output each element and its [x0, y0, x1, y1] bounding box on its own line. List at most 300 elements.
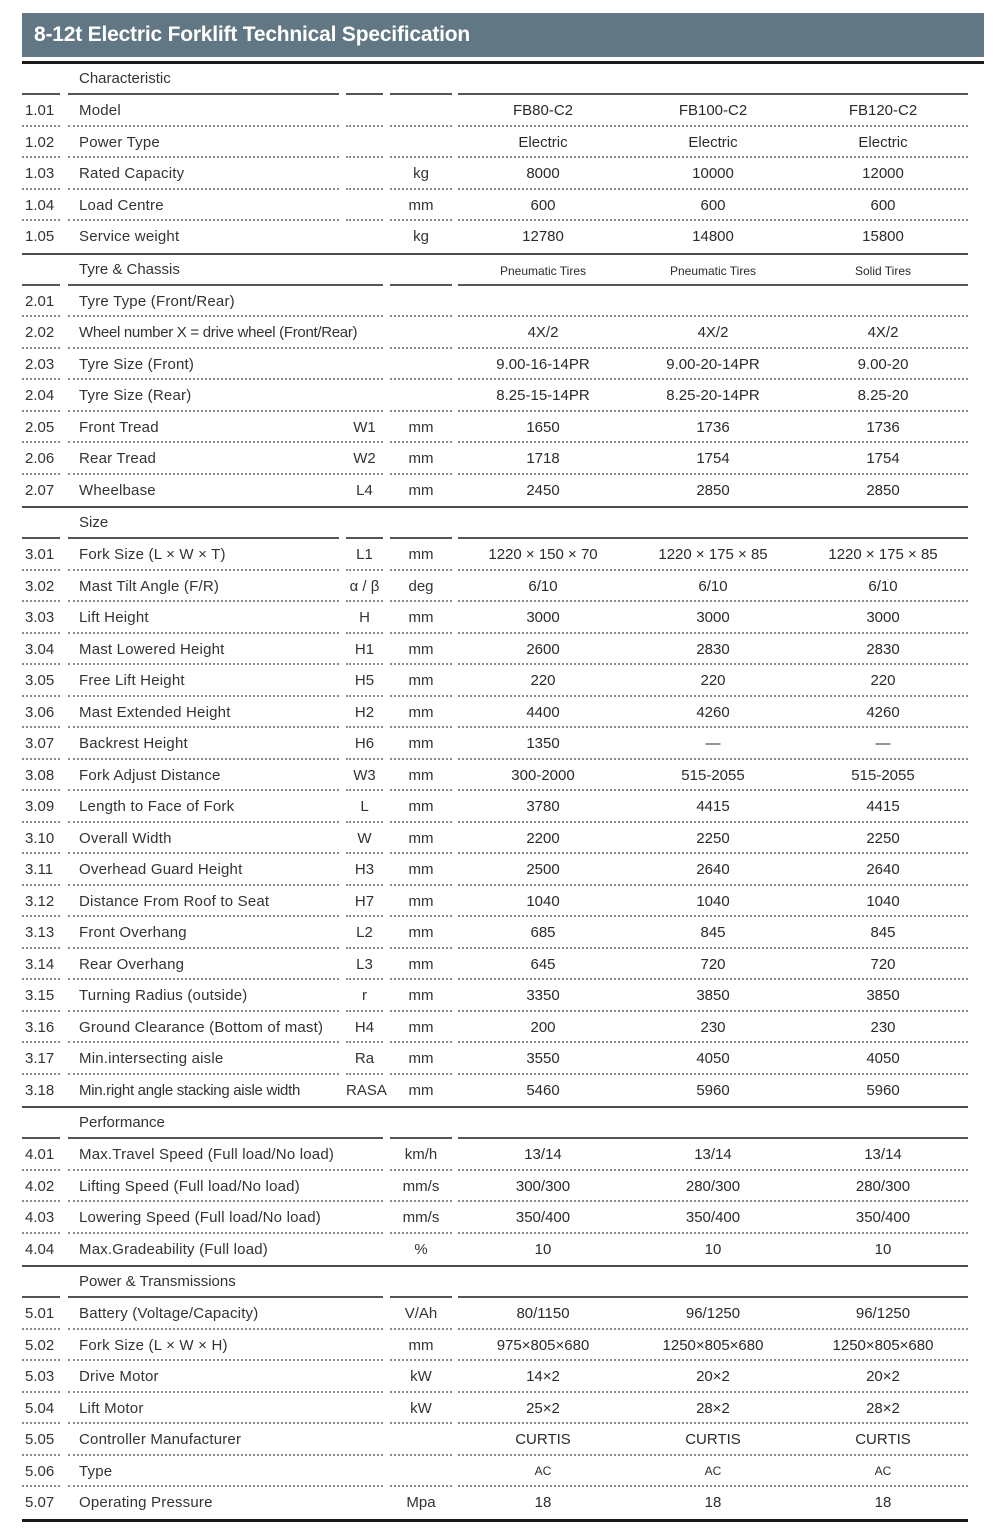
spec-unit: mm	[408, 546, 434, 563]
section-label: Tyre & Chassis	[79, 260, 180, 278]
spec-row	[22, 317, 968, 349]
spec-number: 3.14	[25, 955, 55, 973]
spec-number: 4.01	[25, 1146, 55, 1163]
spec-unit: kg	[413, 228, 429, 245]
spec-symbol	[346, 1487, 383, 1519]
value-fb120-c2: 720	[870, 955, 896, 973]
spec-name: Battery (Voltage/Capacity)	[79, 1305, 259, 1322]
spec-symbol	[346, 127, 383, 159]
spec-unit: mm/s	[402, 1209, 440, 1226]
value-fb80-c2: 600	[530, 196, 556, 214]
value-fb80-c2: 13/14	[524, 1146, 562, 1163]
spec-row	[22, 1202, 968, 1234]
value-fb80-c2: 200	[530, 1018, 556, 1036]
spec-unit: mm	[408, 798, 434, 815]
spec-name: Tyre Size (Front)	[79, 355, 195, 373]
spec-unit: mm	[408, 861, 434, 878]
spec-number: 3.12	[25, 892, 55, 910]
value-fb100-c2: 1250×805×680	[662, 1336, 764, 1354]
value-fb100-c2: AC	[704, 1463, 722, 1478]
section-header	[22, 255, 968, 286]
spec-name: Operating Pressure	[79, 1494, 213, 1511]
spec-symbol: r	[362, 987, 367, 1004]
spec-number: 3.15	[25, 987, 55, 1004]
value-fb100-c2: 2850	[696, 481, 730, 499]
spec-number: 3.01	[25, 546, 55, 563]
spec-row	[22, 539, 968, 571]
value-fb120-c2: 5960	[866, 1081, 900, 1099]
value-fb100-c2: 96/1250	[685, 1305, 741, 1322]
value-fb80-c2: 975×805×680	[496, 1336, 590, 1354]
value-fb120-c2: 1754	[866, 450, 900, 467]
spec-number: 5.01	[25, 1305, 55, 1322]
value-fb100-c2: 4260	[696, 703, 730, 721]
spec-unit	[390, 127, 452, 159]
value-fb80-c2: 4400	[526, 703, 560, 721]
spec-unit	[390, 1456, 452, 1488]
value-fb100-c2	[628, 286, 798, 318]
value-fb100-c2: 8.25-20-14PR	[666, 387, 760, 404]
value-fb120-c2: 2830	[866, 640, 900, 658]
spec-unit: deg	[408, 577, 434, 595]
value-fb120-c2: 18	[874, 1494, 892, 1511]
value-fb100-c2: —	[705, 735, 721, 752]
spec-row	[22, 1330, 968, 1362]
value-fb80-c2: 6/10	[528, 577, 558, 595]
value-fb80-c2: 300-2000	[511, 766, 575, 784]
spec-name: Length to Face of Fork	[79, 798, 235, 815]
spec-name: Rear Tread	[79, 450, 157, 467]
spec-number: 5.02	[25, 1336, 55, 1354]
value-fb120-c2: 600	[870, 196, 896, 214]
spec-unit: kg	[413, 165, 429, 182]
value-fb80-c2: Electric	[518, 133, 568, 151]
spec-name: Controller Manufacturer	[79, 1431, 242, 1448]
value-fb80-c2: 220	[530, 672, 556, 689]
spec-unit: %	[414, 1240, 428, 1258]
spec-name: Min.intersecting aisle	[79, 1050, 224, 1067]
spec-number: 5.07	[25, 1494, 55, 1511]
spec-symbol	[346, 221, 383, 253]
spec-number: 5.06	[25, 1462, 55, 1480]
table-bottom-rule	[22, 1519, 968, 1522]
value-fb100-c2: 13/14	[694, 1146, 732, 1163]
spec-name: Fork Size (L × W × H)	[79, 1336, 228, 1354]
spec-name: Front Overhang	[79, 924, 187, 941]
value-fb80-c2: 1350	[526, 735, 560, 752]
value-fb100-c2: 230	[700, 1018, 726, 1036]
value-fb80-c2: 1718	[526, 450, 560, 467]
value-fb80-c2: AC	[534, 1463, 552, 1478]
value-fb120-c2: 4050	[866, 1050, 900, 1067]
spec-name: Rear Overhang	[79, 955, 185, 973]
value-fb100-c2: 3850	[696, 987, 730, 1004]
spec-unit: mm	[408, 640, 434, 658]
value-fb120-c2: 220	[870, 672, 896, 689]
spec-symbol: L1	[356, 546, 373, 563]
value-fb120-c2: 6/10	[868, 577, 898, 595]
spec-name: Overhead Guard Height	[79, 861, 243, 878]
value-fb80-c2: 2500	[526, 861, 560, 878]
section-label: Power & Transmissions	[79, 1273, 236, 1290]
spec-row	[22, 571, 968, 603]
value-fb120-c2: FB120-C2	[848, 102, 918, 119]
value-fb120-c2: AC	[874, 1463, 892, 1478]
spec-row	[22, 1012, 968, 1044]
spec-symbol	[346, 349, 383, 381]
spec-row	[22, 95, 968, 127]
spec-number: 3.04	[25, 640, 55, 658]
spec-name: Max.Gradeability (Full load)	[79, 1240, 268, 1258]
value-fb120-c2: 10	[874, 1240, 892, 1258]
value-fb120-c2: 3000	[866, 609, 900, 626]
spec-name: Lowering Speed (Full load/No load)	[79, 1209, 321, 1226]
spec-unit	[390, 1424, 452, 1456]
value-fb80-c2: 3780	[526, 798, 560, 815]
value-fb120-c2: 28×2	[866, 1399, 900, 1417]
value-fb100-c2: 600	[700, 196, 726, 214]
spec-name: Backrest Height	[79, 735, 188, 752]
spec-number: 2.07	[25, 481, 55, 499]
value-fb100-c2: FB100-C2	[678, 102, 748, 119]
spec-symbol	[346, 1171, 383, 1203]
spec-name: Wheelbase	[79, 481, 156, 499]
spec-symbol	[346, 380, 383, 412]
value-fb100-c2: 220	[700, 672, 726, 689]
value-fb80-c2: 12780	[522, 228, 564, 245]
spec-number: 1.04	[25, 196, 55, 214]
value-fb100-c2: 10000	[692, 165, 734, 182]
value-fb100-c2: 280/300	[685, 1177, 741, 1195]
spec-name: Min.right angle stacking aisle width	[79, 1081, 300, 1099]
spec-symbol	[346, 190, 383, 222]
spec-number: 1.02	[25, 133, 55, 151]
spec-unit: mm	[408, 1336, 434, 1354]
spec-name: Turning Radius (outside)	[79, 987, 248, 1004]
value-fb100-c2: 4415	[696, 798, 730, 815]
value-fb100-c2: 28×2	[696, 1399, 730, 1417]
spec-row	[22, 190, 968, 222]
spec-name: Power Type	[79, 133, 160, 151]
spec-number: 2.03	[25, 355, 55, 373]
spec-number: 4.04	[25, 1240, 55, 1258]
spec-number: 2.01	[25, 292, 55, 310]
value-fb100-c2: CURTIS	[685, 1431, 741, 1448]
value-fb80-c2: 25×2	[526, 1399, 560, 1417]
spec-symbol	[346, 1361, 383, 1393]
value-fb120-c2	[798, 286, 968, 318]
spec-row	[22, 760, 968, 792]
value-fb120-c2: 515-2055	[851, 766, 915, 784]
spec-symbol: RASA	[346, 1081, 387, 1099]
spec-row	[22, 886, 968, 918]
spec-row	[22, 1043, 968, 1075]
spec-row	[22, 1298, 968, 1330]
value-fb120-c2: 13/14	[864, 1146, 902, 1163]
spec-symbol: L	[360, 798, 369, 815]
value-fb100-c2: 1754	[696, 450, 730, 467]
spec-unit	[390, 349, 452, 381]
value-fb80-c2: 350/400	[515, 1209, 571, 1226]
value-fb80-c2: 685	[530, 924, 556, 941]
spec-number: 5.05	[25, 1431, 55, 1448]
spec-number: 5.03	[25, 1368, 55, 1385]
value-fb120-c2: 2640	[866, 861, 900, 878]
spec-row	[22, 412, 968, 444]
spec-number: 3.11	[25, 861, 54, 878]
value-fb120-c2: 1220 × 175 × 85	[828, 546, 938, 563]
value-fb100-c2: 845	[700, 924, 726, 941]
section-header-value: Pneumatic Tires	[669, 263, 757, 278]
value-fb120-c2: 845	[870, 924, 896, 941]
spec-number: 1.01	[25, 102, 55, 119]
spec-name: Rated Capacity	[79, 165, 185, 182]
spec-name: Mast Tilt Angle (F/R)	[79, 577, 220, 595]
spec-unit	[390, 95, 452, 127]
value-fb100-c2: 1736	[696, 418, 730, 436]
value-fb80-c2: 2200	[526, 829, 560, 847]
value-fb120-c2: 12000	[862, 165, 904, 182]
value-fb80-c2: 9.00-16-14PR	[496, 355, 590, 373]
spec-name: Mast Lowered Height	[79, 640, 225, 658]
spec-name: Free Lift Height	[79, 672, 185, 689]
value-fb100-c2: 2830	[696, 640, 730, 658]
spec-row	[22, 1361, 968, 1393]
value-fb100-c2: 4050	[696, 1050, 730, 1067]
spec-name: Fork Size (L × W × T)	[79, 546, 226, 563]
spec-unit	[390, 380, 452, 412]
spec-symbol	[346, 317, 383, 349]
value-fb120-c2: 280/300	[855, 1177, 911, 1195]
value-fb100-c2: 14800	[692, 228, 734, 245]
value-fb120-c2: 20×2	[866, 1368, 900, 1385]
spec-symbol: L2	[356, 924, 373, 941]
value-fb80-c2: 300/300	[515, 1177, 571, 1195]
value-fb120-c2: CURTIS	[855, 1431, 911, 1448]
spec-row	[22, 1424, 968, 1456]
spec-symbol	[346, 1456, 383, 1488]
spec-number: 3.13	[25, 924, 55, 941]
spec-symbol: H3	[354, 861, 375, 878]
spec-number: 3.08	[25, 766, 55, 784]
spec-unit: kW	[410, 1399, 432, 1417]
spec-symbol: H6	[354, 735, 375, 752]
spec-symbol	[346, 1139, 383, 1171]
value-fb80-c2: 18	[534, 1494, 552, 1511]
spec-unit: mm	[408, 987, 434, 1004]
spec-name: Lift Height	[79, 609, 149, 626]
spec-row	[22, 949, 968, 981]
spec-number: 3.09	[25, 798, 55, 815]
value-fb80-c2: 4X/2	[527, 324, 559, 341]
spec-row	[22, 1234, 968, 1266]
spec-name: Fork Adjust Distance	[79, 766, 221, 784]
value-fb120-c2: 2250	[866, 829, 900, 847]
spec-number: 3.16	[25, 1018, 55, 1036]
spec-name: Distance From Roof to Seat	[79, 892, 270, 910]
value-fb120-c2: 96/1250	[855, 1305, 911, 1322]
value-fb100-c2: 350/400	[685, 1209, 741, 1226]
spec-symbol	[346, 158, 383, 190]
value-fb100-c2: 9.00-20-14PR	[666, 355, 760, 373]
spec-name: Max.Travel Speed (Full load/No load)	[79, 1146, 335, 1163]
spec-number: 1.05	[25, 228, 55, 245]
section-header-value: Solid Tires	[854, 263, 912, 278]
value-fb120-c2: 230	[870, 1018, 896, 1036]
spec-name: Wheel number X = drive wheel (Front/Rear)	[79, 324, 358, 341]
spec-row	[22, 158, 968, 190]
spec-unit: mm	[408, 955, 434, 973]
value-fb80-c2: 14×2	[526, 1368, 560, 1385]
value-fb100-c2: 515-2055	[681, 766, 745, 784]
value-fb80-c2: 8.25-15-14PR	[496, 387, 590, 404]
value-fb80-c2: 3350	[526, 987, 560, 1004]
spec-row	[22, 443, 968, 475]
value-fb120-c2: 4260	[866, 703, 900, 721]
value-fb100-c2: 10	[704, 1240, 722, 1258]
value-fb80-c2: CURTIS	[515, 1431, 571, 1448]
value-fb120-c2: 2850	[866, 481, 900, 499]
value-fb80-c2: 2600	[526, 640, 560, 658]
value-fb100-c2: 1040	[696, 892, 730, 910]
spec-unit: mm	[408, 609, 434, 626]
spec-name: Lifting Speed (Full load/No load)	[79, 1177, 300, 1195]
spec-unit	[390, 286, 452, 318]
spec-name: Service weight	[79, 228, 180, 245]
section-header	[22, 64, 968, 95]
value-fb80-c2: 8000	[526, 165, 560, 182]
spec-unit: mm	[408, 450, 434, 467]
value-fb120-c2: 1736	[866, 418, 900, 436]
spec-number: 2.05	[25, 418, 55, 436]
spec-unit: mm	[408, 703, 434, 721]
spec-unit: mm	[408, 1018, 434, 1036]
spec-name: Drive Motor	[79, 1368, 159, 1385]
value-fb120-c2: 4415	[866, 798, 900, 815]
value-fb80-c2: 1040	[526, 892, 560, 910]
value-fb100-c2: 2640	[696, 861, 730, 878]
spec-row	[22, 221, 968, 253]
spec-number: 3.06	[25, 703, 55, 721]
value-fb80-c2: 3550	[526, 1050, 560, 1067]
value-fb120-c2: 3850	[866, 987, 900, 1004]
spec-name: Overall Width	[79, 829, 172, 847]
value-fb80-c2: 80/1150	[516, 1305, 570, 1322]
spec-table	[22, 64, 968, 1522]
value-fb100-c2: 1220 × 175 × 85	[658, 546, 768, 563]
value-fb100-c2: 2250	[696, 829, 730, 847]
spec-unit: mm/s	[402, 1177, 440, 1195]
spec-number: 3.02	[25, 577, 55, 595]
value-fb120-c2: 350/400	[855, 1209, 911, 1226]
value-fb100-c2: 720	[700, 955, 726, 973]
value-fb80-c2: 2450	[526, 481, 560, 499]
spec-unit: mm	[408, 1081, 434, 1099]
spec-name: Model	[79, 102, 121, 119]
section-label: Characteristic	[79, 70, 171, 87]
spec-symbol: H2	[354, 703, 375, 721]
spec-number: 4.03	[25, 1209, 55, 1226]
value-fb80-c2: 10	[534, 1240, 552, 1258]
spec-row	[22, 980, 968, 1012]
spec-number: 2.04	[25, 387, 55, 404]
spec-number: 3.03	[25, 609, 55, 626]
spec-symbol	[346, 286, 383, 318]
spec-number: 1.03	[25, 165, 55, 182]
spec-name: Front Tread	[79, 418, 159, 436]
spec-name: Tyre Type (Front/Rear)	[79, 292, 235, 310]
page-title: 8-12t Electric Forklift Technical Specification	[22, 13, 984, 57]
spec-row	[22, 1393, 968, 1425]
spec-symbol: W2	[353, 450, 376, 467]
spec-unit: mm	[408, 766, 434, 784]
spec-row	[22, 1456, 968, 1488]
spec-row	[22, 791, 968, 823]
spec-unit: km/h	[404, 1146, 438, 1163]
spec-row	[22, 127, 968, 159]
value-fb100-c2: 3000	[696, 609, 730, 626]
section-label: Performance	[79, 1114, 165, 1131]
spec-name: Tyre Size (Rear)	[79, 387, 192, 404]
value-fb100-c2: 20×2	[696, 1368, 730, 1385]
spec-row	[22, 1075, 968, 1107]
value-fb120-c2: —	[875, 735, 891, 752]
section-header-value: Pneumatic Tires	[499, 263, 587, 278]
value-fb120-c2: 1250×805×680	[832, 1336, 934, 1354]
spec-row	[22, 1487, 968, 1519]
spec-symbol	[346, 95, 383, 127]
spec-symbol: W3	[353, 766, 376, 784]
spec-name: Mast Extended Height	[79, 703, 231, 721]
spec-symbol	[346, 1424, 383, 1456]
spec-name: Type	[79, 1462, 113, 1480]
spec-row	[22, 917, 968, 949]
value-fb80-c2: 645	[530, 955, 556, 973]
value-fb80-c2: 1220 × 150 × 70	[488, 546, 598, 563]
spec-symbol: H4	[354, 1018, 375, 1036]
spec-number: 3.18	[25, 1081, 55, 1099]
spec-symbol	[346, 1202, 383, 1234]
spec-number: 3.10	[25, 829, 55, 847]
section-header	[22, 1267, 968, 1298]
value-fb120-c2: 8.25-20	[857, 387, 909, 404]
spec-unit	[390, 317, 452, 349]
spec-row	[22, 665, 968, 697]
spec-symbol	[346, 1330, 383, 1362]
spec-name: Lift Motor	[79, 1399, 144, 1417]
spec-unit: mm	[408, 892, 434, 910]
spec-name: Load Centre	[79, 196, 164, 214]
spec-symbol: L3	[356, 955, 373, 973]
value-fb120-c2: 9.00-20	[857, 355, 909, 373]
section-header	[22, 508, 968, 539]
spec-name: Ground Clearance (Bottom of mast)	[79, 1018, 324, 1036]
spec-number: 4.02	[25, 1177, 55, 1195]
value-fb80-c2: 5460	[526, 1081, 560, 1099]
spec-unit: mm	[408, 735, 434, 752]
value-fb100-c2: 5960	[696, 1081, 730, 1099]
spec-unit: mm	[408, 829, 434, 847]
spec-row	[22, 697, 968, 729]
spec-unit: mm	[408, 1050, 434, 1067]
value-fb100-c2: 4X/2	[697, 324, 729, 341]
spec-row	[22, 286, 968, 318]
spec-row	[22, 728, 968, 760]
value-fb100-c2: Electric	[688, 133, 738, 151]
spec-symbol: H5	[354, 672, 375, 689]
value-fb80-c2: 3000	[526, 609, 560, 626]
spec-unit: mm	[408, 924, 434, 941]
